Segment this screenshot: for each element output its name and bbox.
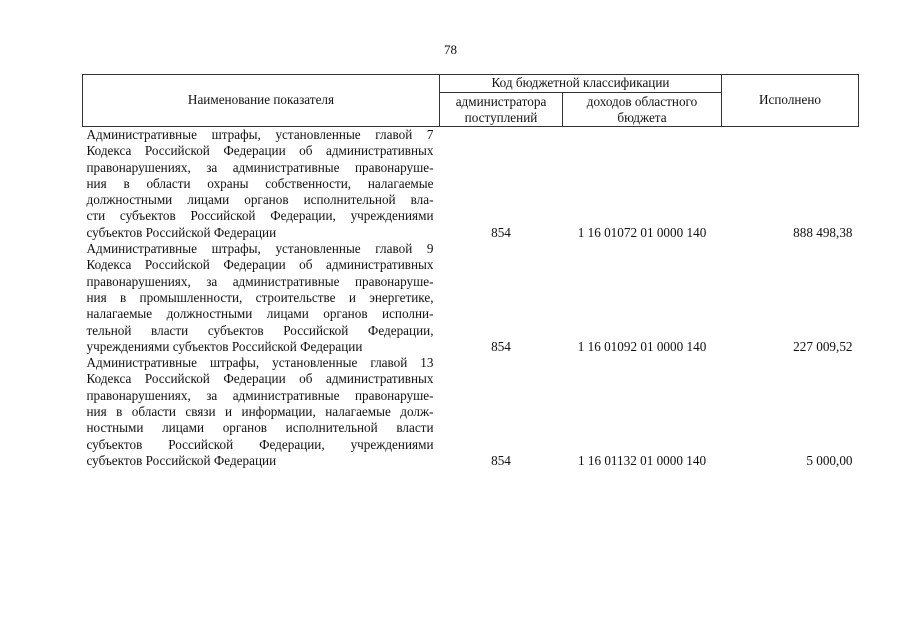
indicator-name-line: субъектов Российской Федерации bbox=[86, 224, 277, 240]
indicator-name-line: субъектов Российской Федерации, учреждениями bbox=[86, 436, 434, 452]
indicator-name-line: Кодекса Российской Федерации об административных bbox=[86, 143, 434, 159]
table-row bbox=[83, 241, 859, 355]
indicator-name bbox=[83, 355, 440, 469]
administrator-code: 854 bbox=[491, 224, 511, 240]
table-body bbox=[83, 127, 859, 470]
header-code-group: Код бюджетной классификации bbox=[440, 75, 722, 93]
indicator-name-line: ния в области охраны собственности, налагаемые bbox=[86, 175, 434, 191]
indicator-name bbox=[83, 241, 440, 355]
indicator-name-line: сти субъектов Российской Федерации, учреждениями bbox=[86, 208, 434, 224]
header-income: доходов областного бюджета bbox=[563, 93, 722, 127]
administrator-code: 854 bbox=[491, 338, 511, 354]
indicator-name-line: налагаемые должностными лицами органов исполни- bbox=[86, 306, 434, 322]
indicator-name-line: ния в промышленности, строительстве и энергетике, bbox=[86, 289, 434, 305]
income-code: 1 16 01072 01 0000 140 bbox=[577, 224, 707, 240]
page-number: 78 bbox=[444, 42, 457, 57]
table-row bbox=[83, 127, 859, 242]
indicator-name bbox=[83, 127, 440, 242]
indicator-name-line: должностными лицами органов исполнительной вла- bbox=[86, 192, 434, 208]
indicator-name-line: Административные штрафы, установленные главой 9 bbox=[86, 241, 434, 257]
indicator-name-line: учреждениями субъектов Российской Федерации bbox=[86, 338, 363, 354]
table-row bbox=[83, 355, 859, 469]
indicator-name-line: ния в области связи и информации, налагаемые долж- bbox=[86, 404, 434, 420]
executed-amount: 888 498,38 bbox=[793, 224, 853, 240]
indicator-name-line: правонарушениях, за административные правонаруше- bbox=[86, 387, 434, 403]
indicator-name-line: Кодекса Российской Федерации об административных bbox=[86, 257, 434, 273]
administrator-code: 854 bbox=[491, 452, 511, 468]
indicator-name-line: Кодекса Российской Федерации об административных bbox=[86, 371, 434, 387]
income-code: 1 16 01092 01 0000 140 bbox=[577, 338, 707, 354]
header-executed: Исполнено bbox=[722, 75, 859, 127]
income-code: 1 16 01132 01 0000 140 bbox=[577, 452, 707, 468]
indicator-name-line: Административные штрафы, установленные главой 13 bbox=[86, 355, 434, 371]
indicator-name-line: субъектов Российской Федерации bbox=[86, 452, 277, 468]
indicator-name-line: правонарушениях, за административные правонаруше- bbox=[86, 159, 434, 175]
indicator-name-line: правонарушениях, за административные правонаруше- bbox=[86, 273, 434, 289]
indicator-name-line: ностными лицами органов исполнительной власти bbox=[86, 420, 434, 436]
executed-amount: 5 000,00 bbox=[806, 452, 853, 468]
executed-amount: 227 009,52 bbox=[793, 338, 853, 354]
budget-table bbox=[82, 74, 859, 469]
header-administrator: администратора поступлений bbox=[440, 93, 563, 127]
indicator-name-line: тельной власти субъектов Российской Федерации, bbox=[86, 322, 434, 338]
header-name: Наименование показателя bbox=[83, 75, 440, 127]
indicator-name-line: Административные штрафы, установленные главой 7 bbox=[86, 127, 434, 142]
